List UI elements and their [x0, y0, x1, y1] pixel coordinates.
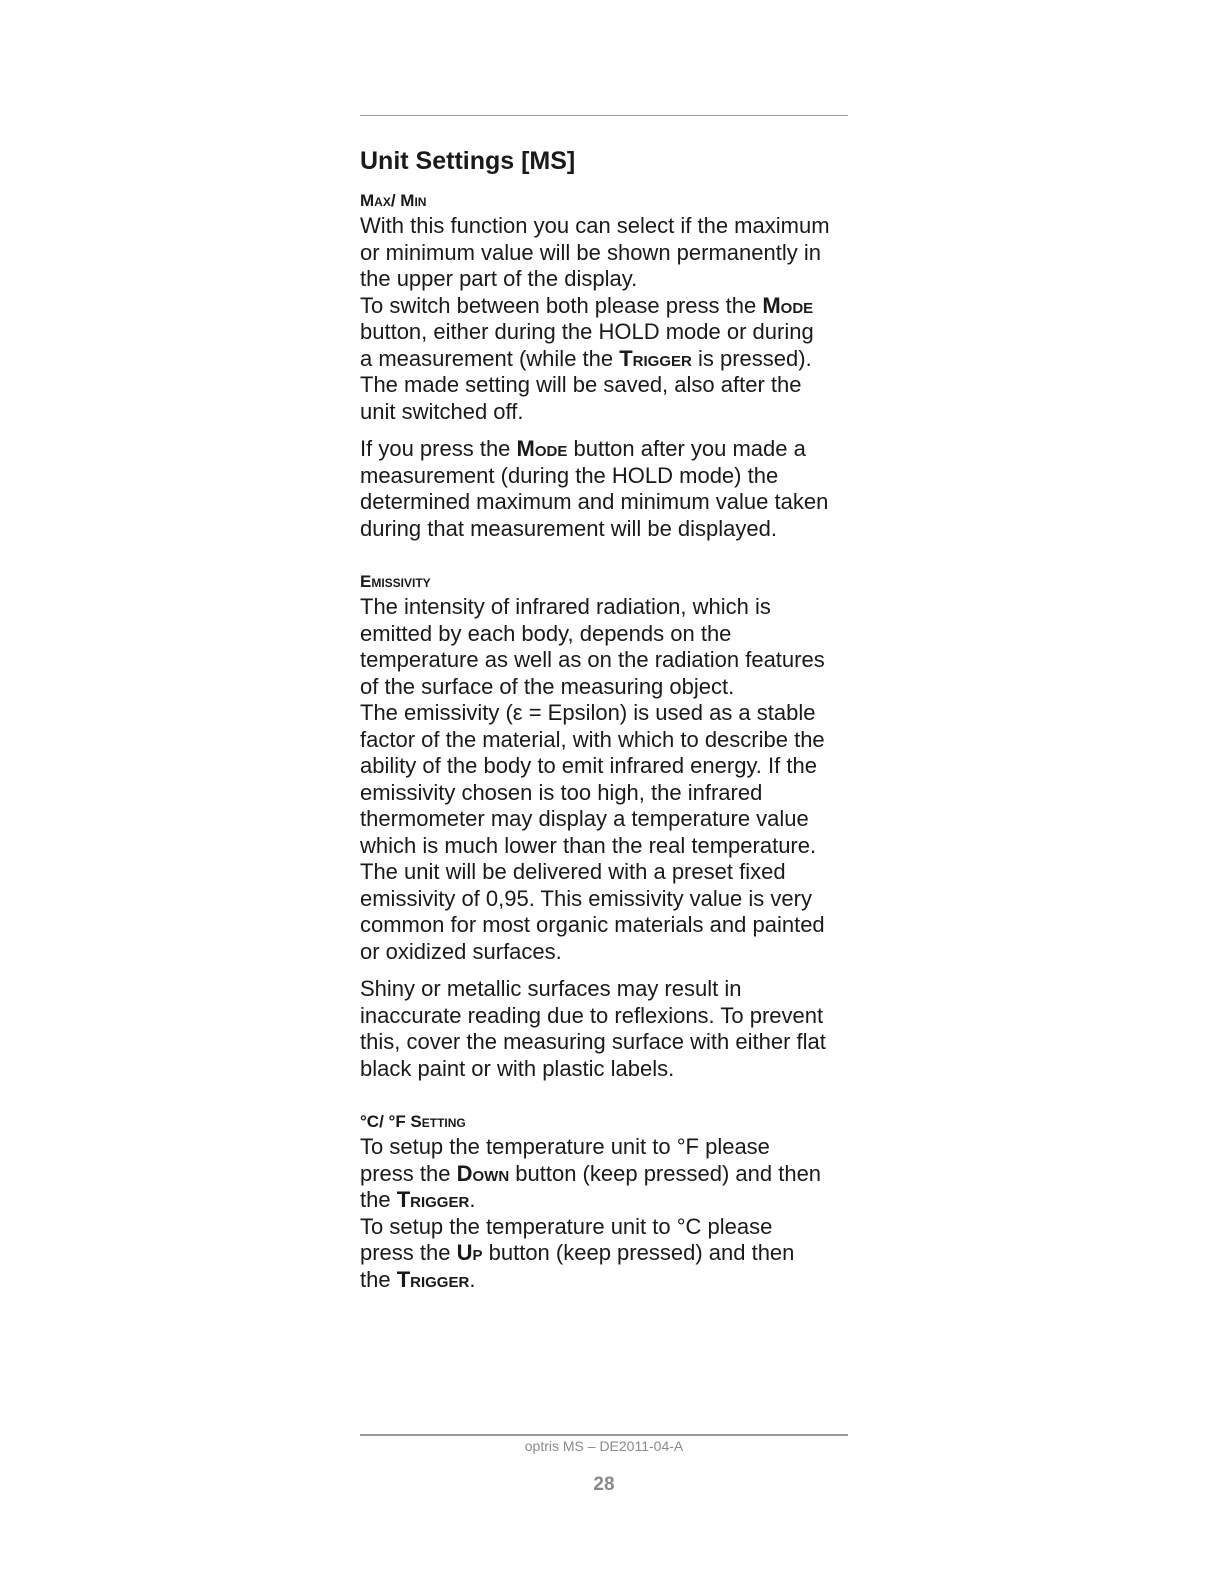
text-fragment: button (keep pressed) and then [482, 1240, 795, 1265]
text-fragment: To switch between both please press the [360, 292, 763, 318]
text-line: black paint or with plastic labels. [360, 1055, 675, 1081]
text-line: ability of the body to emit infrared energy. If the [360, 753, 817, 778]
text-line: To setup the temperature unit to °F please [360, 1134, 770, 1159]
text-line [360, 1240, 860, 1267]
text-line: With this function you can select if the maximum [360, 213, 830, 238]
text-line: thermometer may display a temperature value [360, 806, 809, 831]
text-fragment: press the [360, 1240, 457, 1265]
header-rule [360, 115, 848, 116]
text-fragment: button (keep pressed) and then [509, 1160, 822, 1186]
keyword-trigger: Trigger [396, 1187, 470, 1212]
footer-doc-id: optris MS – DE2011-04-A [524, 1438, 684, 1454]
section-heading-maxmin: Max/ Min [360, 191, 427, 210]
text-line: or oxidized surfaces. [360, 938, 562, 964]
keyword-mode: Mode [516, 436, 568, 461]
keyword-up: Up [456, 1240, 483, 1265]
text-line: emissivity of 0,95. This emissivity value is very [360, 885, 812, 911]
text-line: of the surface of the measuring object. [360, 673, 735, 699]
text-line: measurement (during the HOLD mode) the [360, 462, 779, 488]
text-line: which is much lower than the real temperature. [360, 832, 817, 858]
keyword-trigger: Trigger [396, 1266, 470, 1292]
text-line: unit switched off. [360, 398, 524, 424]
text-fragment: is pressed). [691, 345, 812, 371]
keyword-mode: Mode [762, 292, 814, 318]
text-line: emissivity chosen is too high, the infrared [360, 779, 763, 805]
text-line: temperature as well as on the radiation features [360, 647, 825, 672]
text-line [360, 1187, 860, 1214]
section-heading-unit: °C/ °F Setting [360, 1112, 466, 1131]
keyword-down: Down [456, 1160, 510, 1186]
text-line: emitted by each body, depends on the [360, 620, 732, 646]
text-fragment: the [360, 1266, 397, 1292]
text-fragment: the [360, 1187, 397, 1212]
text-line [360, 1161, 860, 1188]
text-line: this, cover the measuring surface with either flat [360, 1029, 826, 1054]
text-line: To setup the temperature unit to °C please [360, 1213, 773, 1239]
text-fragment: . [469, 1187, 476, 1212]
text-line: Shiny or metallic surfaces may result in [360, 976, 742, 1001]
text-fragment: button after you made a [567, 436, 806, 461]
text-line: determined maximum and minimum value taken [360, 489, 829, 514]
text-fragment: . [469, 1266, 476, 1292]
text-line [360, 346, 860, 373]
text-line: inaccurate reading due to reflexions. To prevent [360, 1002, 824, 1028]
page-number: 28 [593, 1474, 615, 1495]
text-line: factor of the material, with which to describe the [360, 726, 825, 752]
text-line [360, 1267, 860, 1294]
text-line: The emissivity (ε = Epsilon) is used as a stable [360, 700, 816, 725]
section-heading-emissivity: Emissivity [360, 572, 431, 591]
text-line: or minimum value will be shown permanently in [360, 239, 821, 265]
footer-rule [360, 1434, 848, 1436]
text-line: The unit will be delivered with a preset fixed [360, 859, 786, 884]
text-fragment: a measurement (while the [360, 345, 620, 371]
page-content [360, 145, 860, 1293]
text-line [360, 293, 860, 320]
page-title: Unit Settings [MS] [360, 147, 576, 175]
text-fragment: press the [360, 1160, 457, 1186]
text-line: common for most organic materials and painted [360, 912, 825, 937]
text-line: button, either during the HOLD mode or during [360, 319, 814, 344]
text-line: the upper part of the display. [360, 266, 638, 291]
text-line: The intensity of infrared radiation, which is [360, 594, 771, 619]
text-fragment: If you press the [360, 436, 517, 461]
text-line: The made setting will be saved, also after the [360, 372, 802, 397]
text-line [360, 436, 860, 463]
text-line: during that measurement will be displayed. [360, 515, 778, 541]
keyword-trigger: Trigger [619, 345, 692, 371]
